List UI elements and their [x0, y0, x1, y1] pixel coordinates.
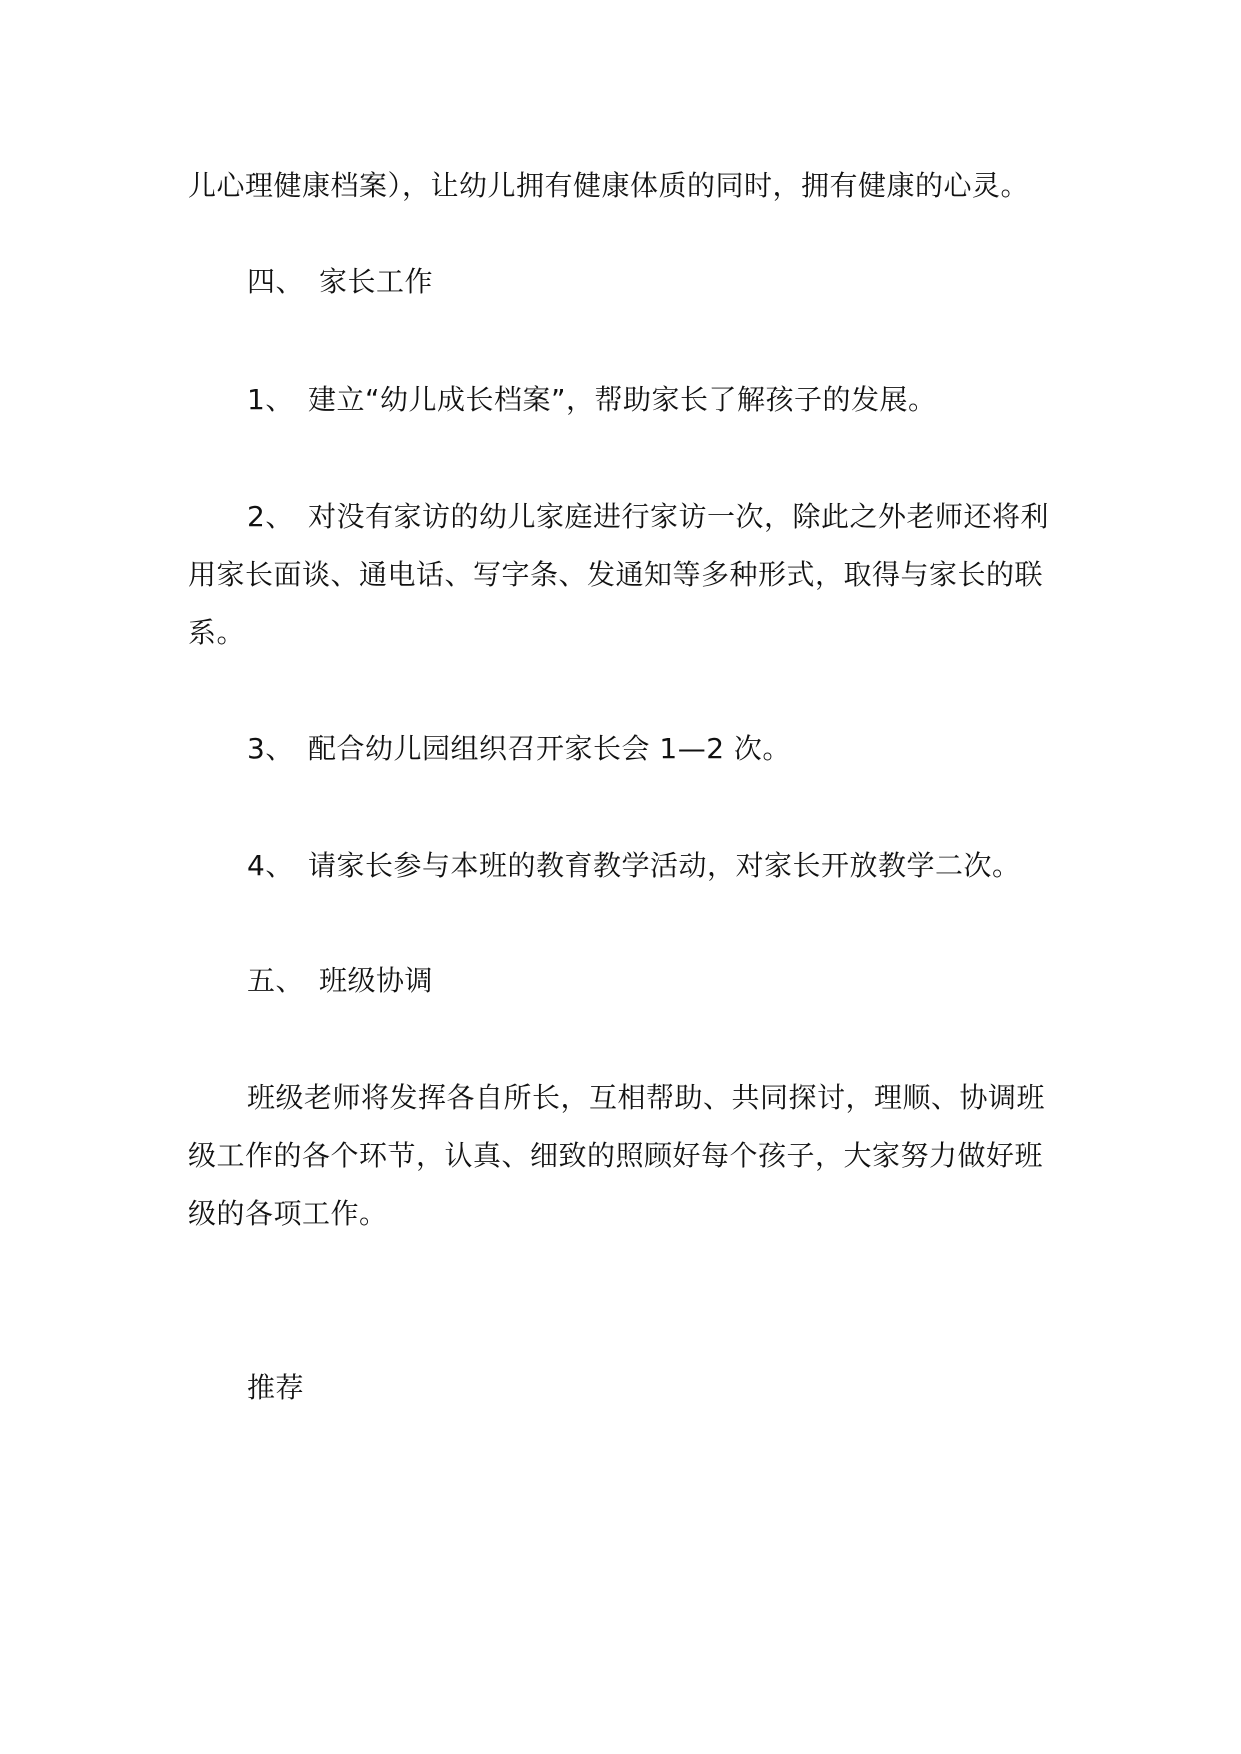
item-text: 对没有家访的幼儿家庭进行家访一次，除此之外老师还将利 — [308, 500, 1050, 533]
item-number: 4、 — [247, 849, 294, 882]
section-heading-5 — [247, 961, 1127, 1001]
item-number: 3、 — [247, 732, 294, 765]
paragraph-continuation: 儿心理健康档案），让幼儿拥有健康体质的同时，拥有健康的心灵。 — [188, 169, 1030, 202]
section-number: 四、 — [247, 265, 305, 298]
list-item-1 — [247, 380, 1127, 420]
item-number: 2、 — [247, 500, 294, 533]
section-number: 五、 — [247, 964, 305, 997]
list-item-2 — [247, 497, 1127, 537]
item-text: 请家长参与本班的教育教学活动，对家长开放教学二次。 — [308, 849, 1021, 882]
list-item-3 — [247, 729, 1127, 769]
section5-body-line-3: 级的各项工作。 — [188, 1197, 388, 1230]
item-text: 配合幼儿园组织召开家长会 1—2 次。 — [308, 732, 791, 765]
section5-body-line-2: 级工作的各个环节，认真、细致的照顾好每个孩子，大家努力做好班 — [188, 1139, 1044, 1172]
item-number: 1、 — [247, 383, 294, 416]
section5-body-line-1: 班级老师将发挥各自所长，互相帮助、共同探讨，理顺、协调班 — [247, 1081, 1046, 1114]
list-item-2-line-3: 系。 — [188, 616, 246, 649]
item-text: 建立“幼儿成长档案”，帮助家长了解孩子的发展。 — [308, 383, 937, 416]
recommend-label: 推荐 — [247, 1371, 305, 1404]
section-title: 班级协调 — [319, 964, 434, 997]
list-item-4 — [247, 846, 1127, 886]
list-item-2-line-2: 用家长面谈、通电话、写字条、发通知等多种形式，取得与家长的联 — [188, 558, 1044, 591]
section-heading-4 — [247, 262, 1127, 302]
section-title: 家长工作 — [319, 265, 434, 298]
